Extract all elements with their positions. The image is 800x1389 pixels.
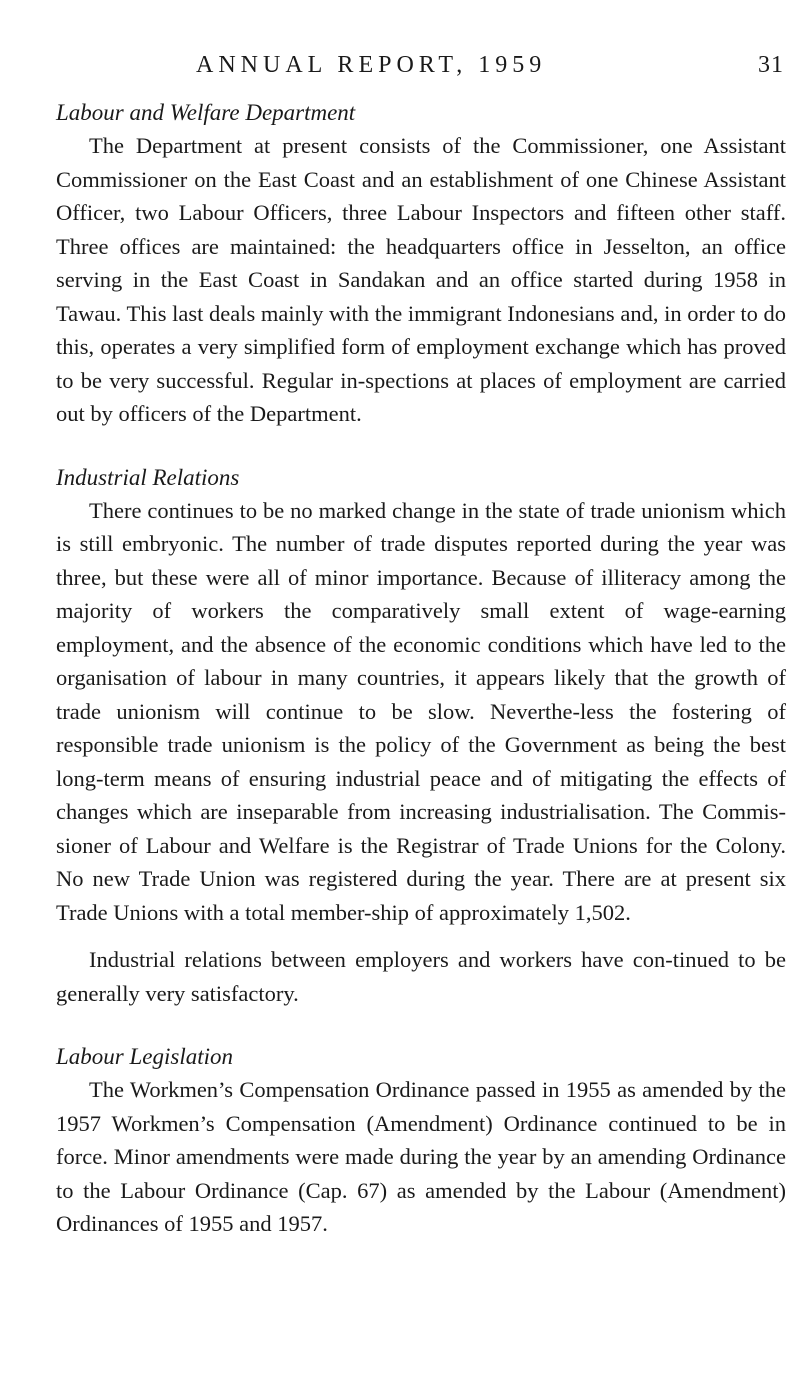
section-labour-welfare: [56, 96, 786, 431]
paragraph: There continues to be no marked change in the state of trade unionism which is still embryonic. The number of trade disputes reported during the year was three, but these were all of minor importance. Because of illiteracy among the majority of workers the comparatively small extent of wage-earning employment, and the absence of the economic conditions which have led to the organisation of labour in many countries, it appears likely that the growth of trade unionism will continue to be slow. Neverthe-less the fostering of responsible trade unionism is the policy of the Government as being the best long-term means of ensuring industrial peace and of mitigating the effects of changes which are inseparable from increasing industrialisation. The Commis-sioner of Labour and Welfare is the Registrar of Trade Unions for the Colony. No new Trade Union was registered during the year. There are at present six Trade Unions with a total member-ship of approximately 1,502.: [56, 497, 786, 925]
section-heading: Labour and Welfare Department: [56, 100, 356, 125]
running-header: [56, 52, 786, 88]
section-industrial-relations: [56, 461, 786, 1011]
paragraph: Industrial relations between employers and workers have con-tinued to be generally very satisfactory.: [56, 947, 786, 1006]
document-page: [56, 52, 786, 1271]
page-number: 31: [758, 52, 784, 78]
section-heading: Industrial Relations: [56, 464, 240, 490]
paragraph: The Department at present consists of the Commissioner, one Assistant Commissioner on the East Coast and an establishment of one Chinese Assistant Officer, two Labour Officers, three Labour Inspectors and fifteen other staff. Three offices are maintained: the headquarters office in Jesselton, an office serving in the East Coast in Sandakan and an office started during 1958 in Tawau. This last deals mainly with the immigrant Indonesians and, in order to do this, operates a very simplified form of employment exchange which has proved to be very successful. Regular in-spections at places of employment are carried out by officers of the Department.: [56, 133, 786, 426]
section-labour-legislation: [56, 1040, 786, 1241]
section-heading: Labour Legislation: [56, 1044, 234, 1069]
running-title: ANNUAL REPORT, 1959: [196, 52, 547, 78]
paragraph: The Workmen’s Compensation Ordinance passed in 1955 as amended by the 1957 Workmen’s Compensation (Amendment) Ordinance continued to be in force. Minor amendments were made during the year by an amending Ordinance to the Labour Ordinance (Cap. 67) as amended by the Labour (Amendment) Ordinances of 1955 and 1957.: [56, 1077, 786, 1236]
